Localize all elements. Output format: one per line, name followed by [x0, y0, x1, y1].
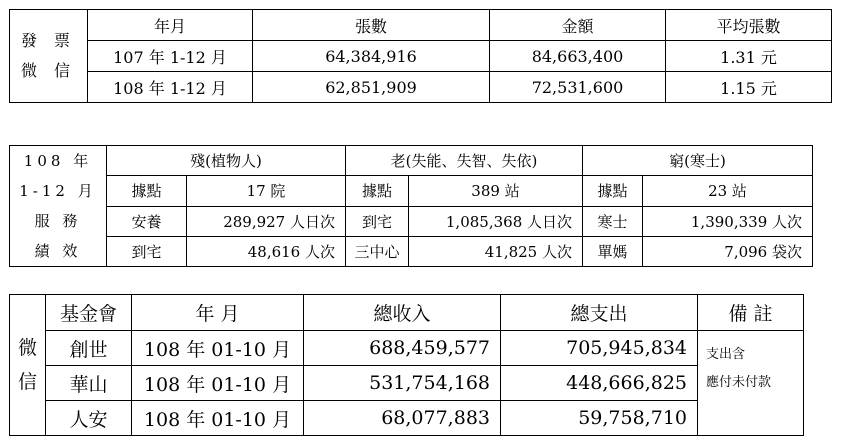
table-row [10, 331, 804, 366]
count-cell: 64,384,916 [253, 41, 490, 72]
note-cell [698, 331, 804, 436]
expense-cell: 59,758,710 [501, 401, 698, 436]
expense-cell: 705,945,834 [501, 331, 698, 366]
header-period: 年 月 [132, 295, 304, 331]
row-label: 到宅 [346, 206, 409, 236]
table-row [10, 41, 832, 72]
expense-cell: 448,666,825 [501, 366, 698, 401]
table-row [10, 72, 832, 103]
table-row [10, 401, 804, 436]
income-cell: 531,754,168 [304, 366, 501, 401]
row-label: 據點 [346, 176, 409, 206]
foundation-header-row [10, 295, 804, 331]
group-title-disabled: 殘(植物人) [107, 146, 346, 176]
row-label: 據點 [583, 176, 643, 206]
header-period: 年月 [88, 10, 253, 41]
table-row [10, 206, 813, 236]
row-value: 17 院 [187, 176, 346, 206]
row-label: 到宅 [107, 236, 187, 266]
foundation-table [9, 294, 804, 436]
row-label: 三中心 [346, 236, 409, 266]
row-label: 據點 [107, 176, 187, 206]
count-cell: 62,851,909 [253, 72, 490, 103]
header-foundation: 基金會 [46, 295, 132, 331]
amount-cell: 72,531,600 [490, 72, 666, 103]
income-cell: 68,077,883 [304, 401, 501, 436]
group-title-poor: 窮(寒士) [583, 146, 813, 176]
row-label: 單媽 [583, 236, 643, 266]
row-label: 安養 [107, 206, 187, 236]
table-row [10, 236, 813, 266]
row-value: 41,825 人次 [409, 236, 583, 266]
period-cell: 108 年 01-10 月 [132, 401, 304, 436]
table-row [10, 366, 804, 401]
service-table [9, 145, 813, 267]
period-cell: 108 年 01-10 月 [132, 366, 304, 401]
header-note: 備 註 [698, 295, 804, 331]
foundation-name: 人安 [46, 401, 132, 436]
invoice-side-label-line2: 微 信 [20, 61, 77, 80]
period-cell: 107 年 1-12 月 [88, 41, 253, 72]
invoice-table [9, 9, 832, 103]
table-row [10, 176, 813, 206]
row-value: 23 站 [643, 176, 813, 206]
header-count: 張數 [253, 10, 490, 41]
row-value: 1,085,368 人日次 [409, 206, 583, 236]
service-side-label [10, 146, 107, 267]
service-side-label-line1: 108 年 [23, 152, 93, 170]
income-cell: 688,459,577 [304, 331, 501, 366]
invoice-header-row [10, 10, 832, 41]
header-income: 總收入 [304, 295, 501, 331]
service-side-label-line4: 績 效 [34, 242, 82, 260]
service-header-row [10, 146, 813, 176]
header-average: 平均張數 [666, 10, 832, 41]
note-line2: 應付未付款 [706, 375, 772, 390]
amount-cell: 84,663,400 [490, 41, 666, 72]
row-label: 寒士 [583, 206, 643, 236]
period-cell: 108 年 1-12 月 [88, 72, 253, 103]
average-cell: 1.31 元 [666, 41, 832, 72]
invoice-side-label [10, 10, 88, 103]
header-amount: 金額 [490, 10, 666, 41]
row-value: 1,390,339 人次 [643, 206, 813, 236]
service-side-label-line2: 1-12 月 [19, 182, 97, 200]
period-cell: 108 年 01-10 月 [132, 331, 304, 366]
foundation-side-label-line2: 信 [17, 371, 37, 393]
row-value: 289,927 人日次 [187, 206, 346, 236]
row-value: 7,096 袋次 [643, 236, 813, 266]
service-side-label-line3: 服 務 [34, 212, 82, 230]
invoice-side-label-line1: 發 票 [20, 31, 77, 50]
note-line1: 支出含 [706, 347, 746, 362]
header-expense: 總支出 [501, 295, 698, 331]
row-value: 48,616 人次 [187, 236, 346, 266]
foundation-side-label [10, 295, 46, 436]
foundation-name: 創世 [46, 331, 132, 366]
average-cell: 1.15 元 [666, 72, 832, 103]
row-value: 389 站 [409, 176, 583, 206]
group-title-elderly: 老(失能、失智、失依) [346, 146, 583, 176]
foundation-name: 華山 [46, 366, 132, 401]
foundation-side-label-line1: 微 [17, 337, 37, 359]
